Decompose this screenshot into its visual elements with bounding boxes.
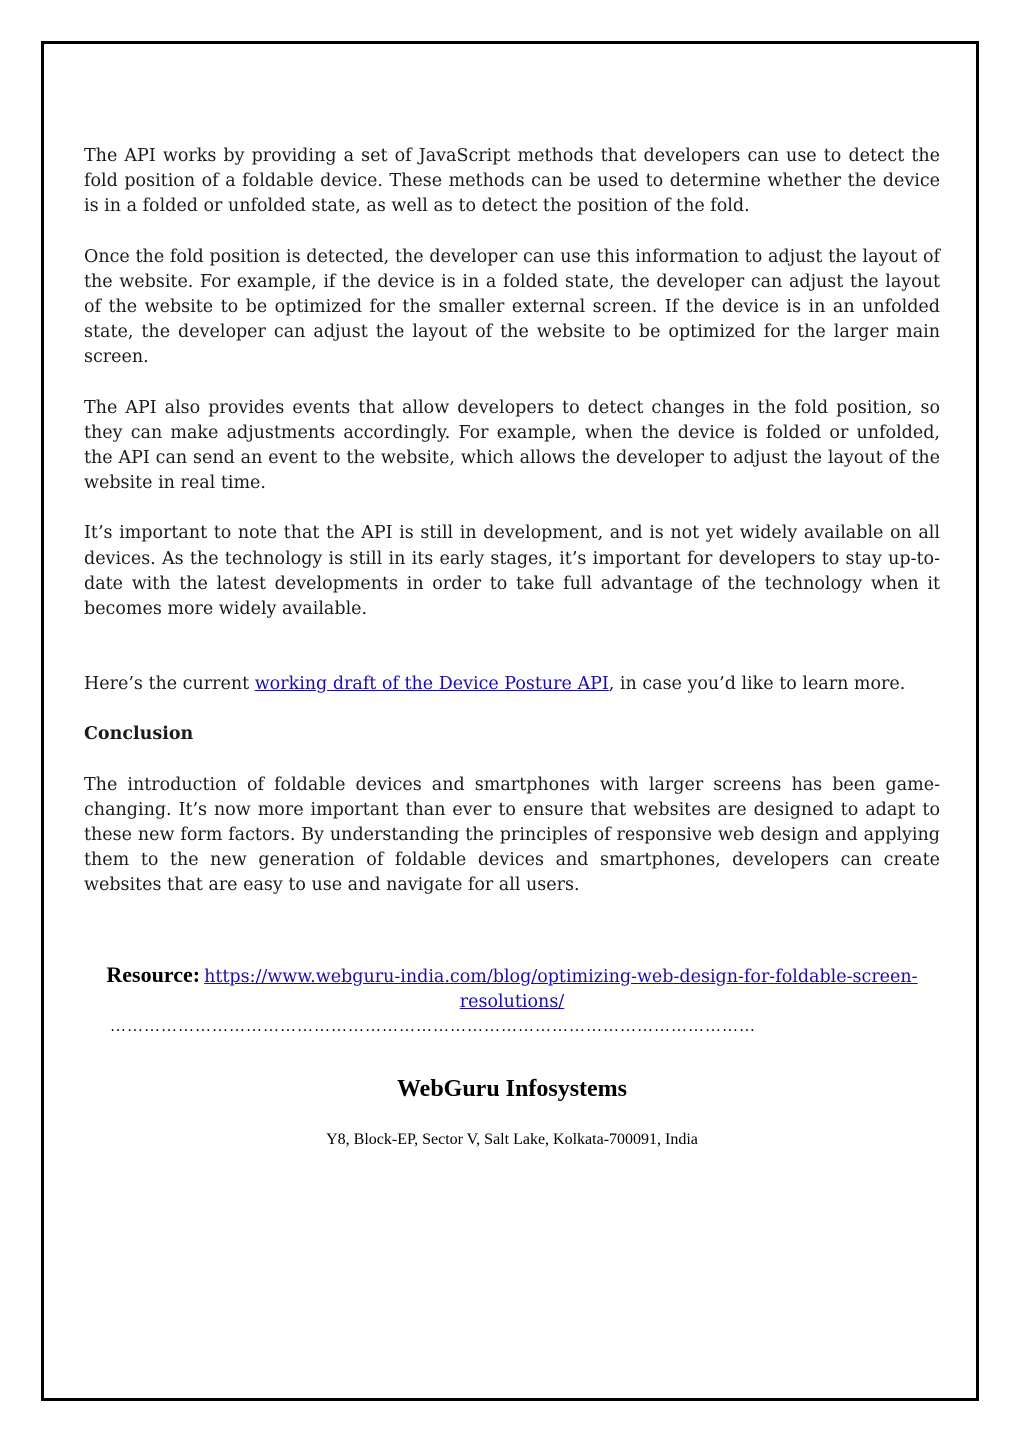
resource-label: Resource: xyxy=(106,962,201,987)
dotted-separator: …………………………………………………………………………………………………… xyxy=(110,1018,756,1035)
resource-link[interactable]: https://www.webguru-india.com/blog/optimizing-web-design-for-foldable-screen-resolutions/ xyxy=(204,967,918,1012)
paragraph-working-draft xyxy=(84,672,940,697)
paragraph-api-methods: The API works by providing a set of JavaScript methods that developers can use to detect the fold position of a foldable device. These methods can be used to determine whether the device is in a folded or unfolded state, as well as to detect the position of the fold. xyxy=(84,146,940,217)
paragraph-api-events: The API also provides events that allow developers to detect changes in the fold position, so they can make adjustments accordingly. For example, when the device is folded or unfolded, the API can send an event to the website, which allows the developer to adjust the layout of the website in real time. xyxy=(84,397,940,494)
paragraph-conclusion: The introduction of foldable devices and smartphones with larger screens has been game-changing. It’s now more important than ever to ensure that websites are designed to adapt to these new form factors. By understanding the principles of responsive web design and applying them to the new generation of foldable devices and smartphones, developers can create websites that are easy to use and navigate for all users. xyxy=(84,774,940,896)
document-body xyxy=(84,144,940,924)
conclusion-heading: Conclusion xyxy=(84,724,194,745)
paragraph-in-development: It’s important to note that the API is still in development, and is not yet widely available on all devices. As the technology is still in its early stages, it’s important for developers to stay up-to-date with the latest developments in order to take full advantage of the technology when it becomes more widely available. xyxy=(84,523,940,620)
draft-text-before: Here’s the current xyxy=(84,674,255,695)
company-name: WebGuru Infosystems xyxy=(396,1076,628,1102)
resource-block xyxy=(84,962,940,1015)
paragraph-fold-detected: Once the fold position is detected, the developer can use this information to adjust the layout of the website. For example, if the device is in a folded state, the developer can adjust the layout of the website to be optimized for the smaller external screen. If the device is in an unfolded state, the developer can adjust the layout of the website to be optimized for the larger main screen. xyxy=(84,246,940,368)
draft-text-after: , in case you’d like to learn more. xyxy=(608,674,906,695)
company-address: Y8, Block-EP, Sector V, Salt Lake, Kolkata-700091, India xyxy=(326,1131,698,1148)
device-posture-api-link[interactable]: working draft of the Device Posture API xyxy=(254,674,609,695)
